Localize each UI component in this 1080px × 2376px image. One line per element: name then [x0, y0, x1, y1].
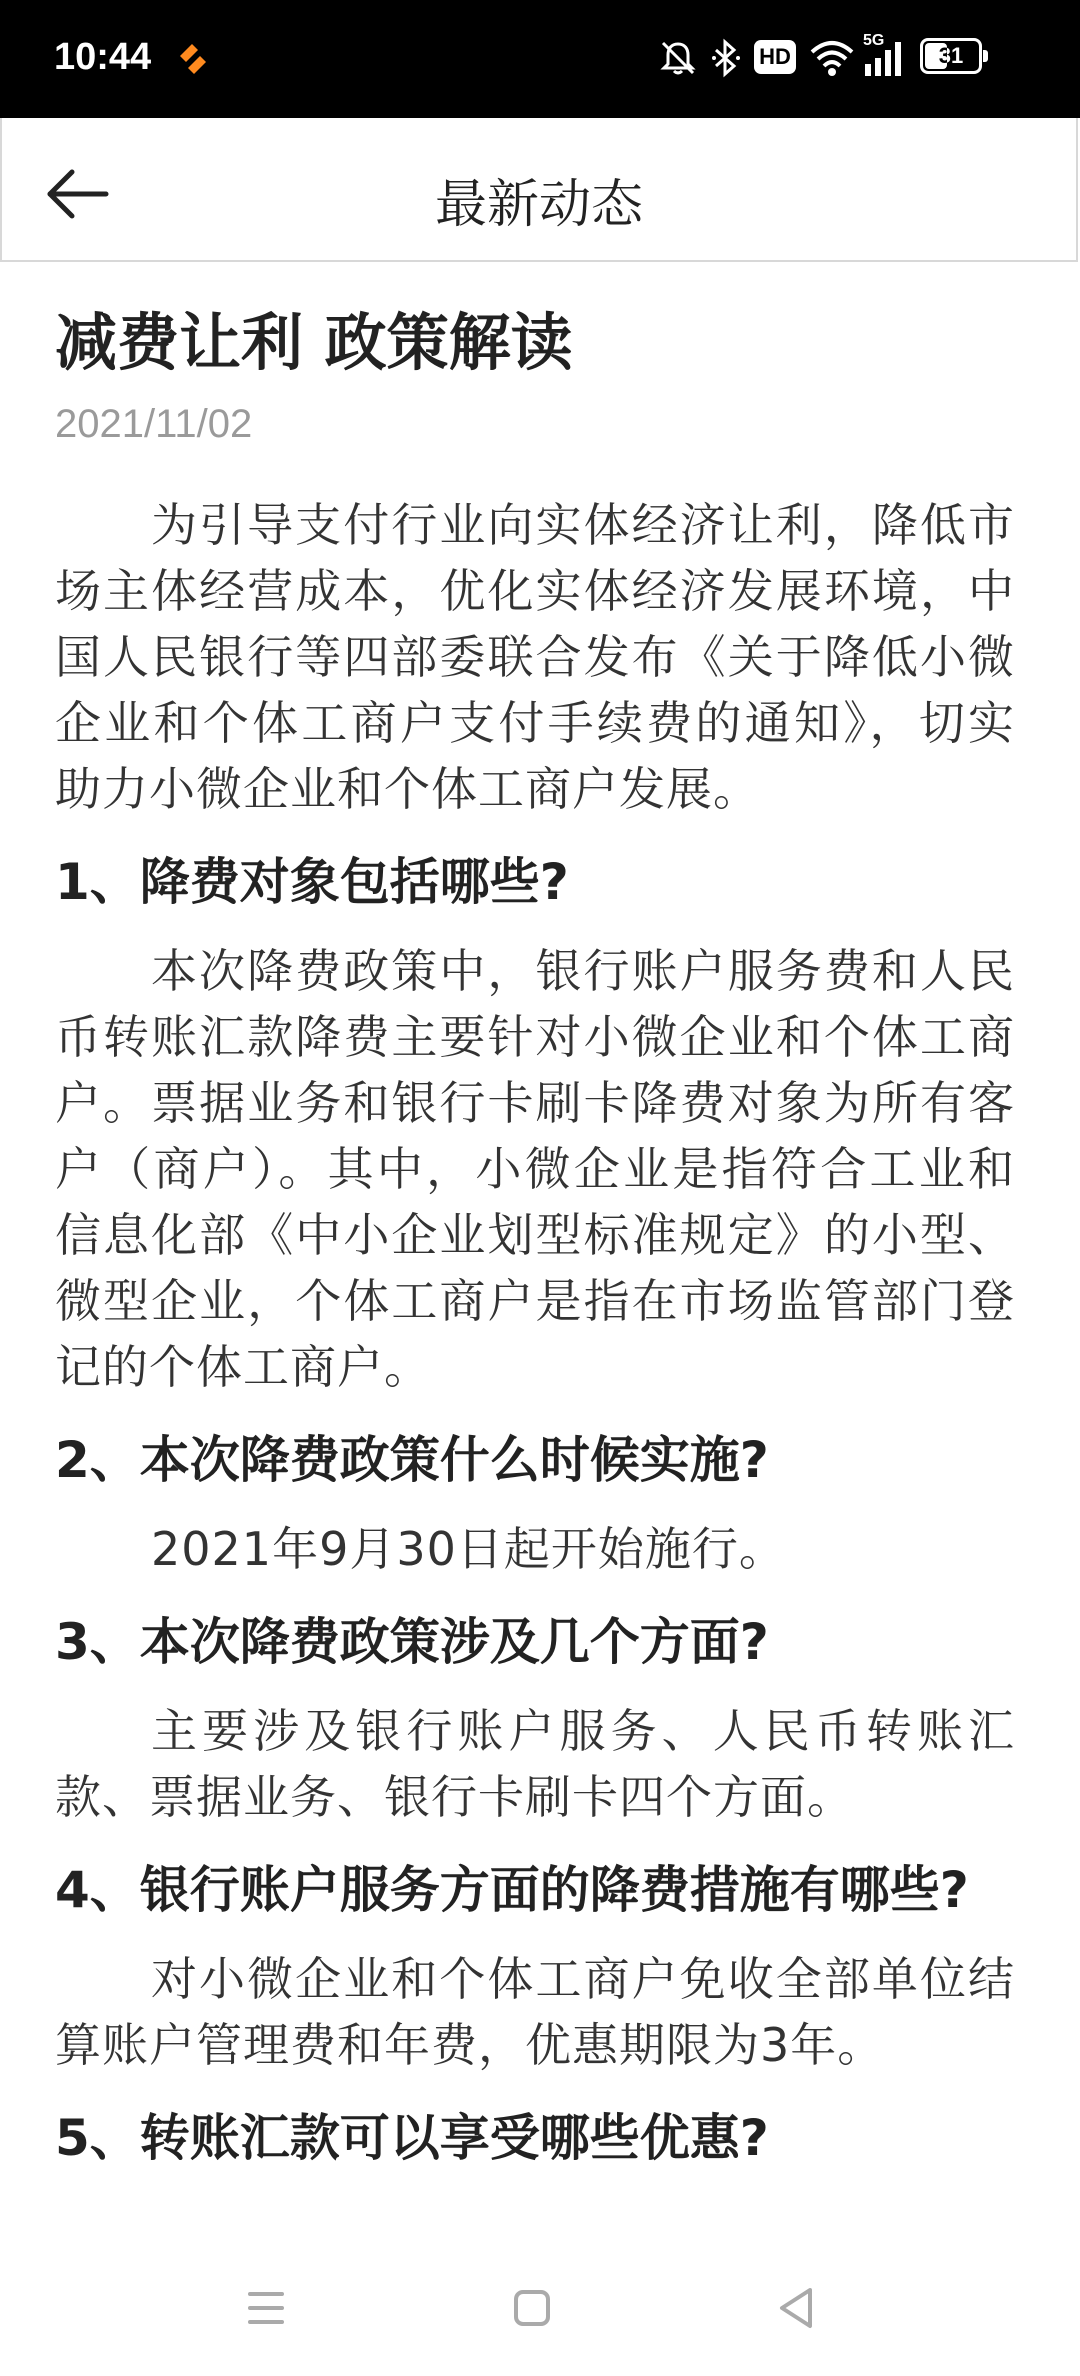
article-date: 2021/11/02 — [55, 401, 253, 446]
article-intro: 为引导支付行业向实体经济让利，降低市场主体经营成本，优化实体经济发展环境，中国人民银行等四部委联合发布《关于降低小微企业和个体工商户支付手续费的通知》，切实助力小微企业和个体工商户发展。 — [55, 497, 1015, 816]
section-body: 主要涉及银行账户服务、人民币转账汇款、票据业务、银行卡刷卡四个方面。 — [55, 1703, 1015, 1824]
bluetooth-icon — [710, 38, 742, 78]
section-heading: 1、降费对象包括哪些? — [55, 852, 569, 911]
wifi-icon — [808, 38, 856, 78]
section-body: 本次降费政策中，银行账户服务费和人民币转账汇款降费主要针对小微企业和个体工商户。票据业务和银行卡刷卡降费对象为所有客户（商户）。其中，小微企业是指符合工业和信息化部《中小企业划型标准规定》的小型、微型企业，个体工商户是指在市场监管部门登记的个体工商户。 — [55, 943, 1015, 1394]
signal-5g-icon — [863, 42, 903, 78]
app-notification-icon — [174, 40, 212, 78]
section-heading: 5、转账汇款可以享受哪些优惠? — [55, 2108, 769, 2167]
home-square-icon[interactable] — [502, 2278, 562, 2338]
hd-icon: HD — [754, 40, 796, 74]
section-body: 2021年9月30日起开始施行。 — [151, 1521, 786, 1576]
battery-level: 31 — [938, 43, 964, 68]
network-type: 5G — [863, 32, 885, 49]
section-body: 对小微企业和个体工商户免收全部单位结算账户管理费和年费，优惠期限为3年。 — [55, 1951, 1015, 2072]
menu-icon[interactable] — [236, 2278, 296, 2338]
article-title: 减费让利 政策解读 — [55, 306, 573, 379]
status-time: 10:44 — [54, 36, 152, 78]
section-heading: 4、银行账户服务方面的降费措施有哪些? — [55, 1860, 969, 1919]
status-icons — [658, 32, 1028, 88]
status-bar — [0, 0, 1080, 118]
section-heading: 3、本次降费政策涉及几个方面? — [55, 1612, 769, 1671]
article-content[interactable] — [55, 290, 1015, 2240]
back-triangle-icon[interactable] — [768, 2278, 828, 2338]
section-heading: 2、本次降费政策什么时候实施? — [55, 1430, 769, 1489]
content-fade — [0, 2200, 1080, 2240]
app-bar — [0, 118, 1078, 262]
battery-icon — [920, 38, 982, 74]
mute-icon — [658, 38, 698, 78]
page-title: 最新动态 — [434, 175, 643, 235]
system-nav-bar — [0, 2240, 1080, 2376]
